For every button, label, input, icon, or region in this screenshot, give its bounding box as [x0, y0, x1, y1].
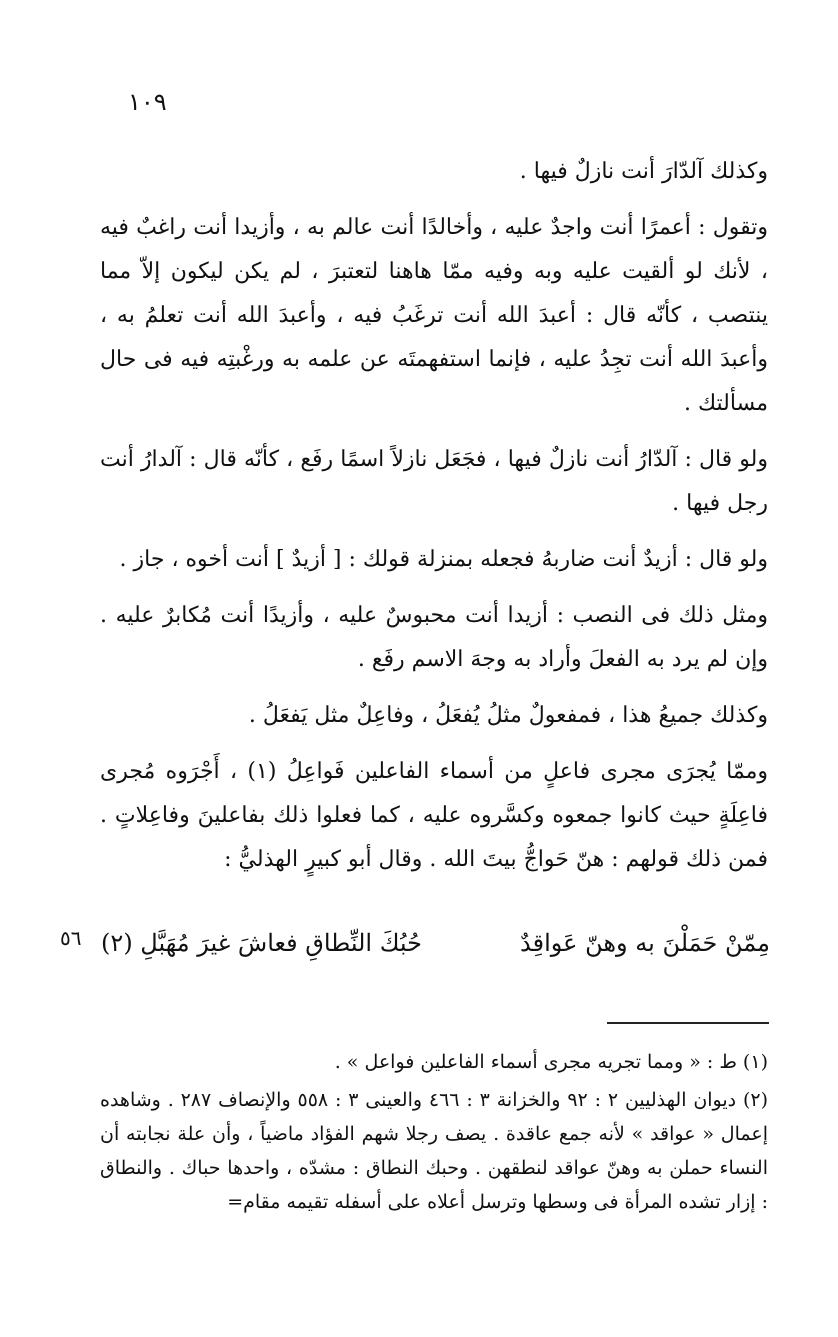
paragraph-5: ومثل ذلك فى النصب : أزيدا أنت محبوسٌ عليه ، وأزيدًا أنت مُكابرٌ عليه . وإن لم يرد به الفعلَ وأراد به وجهَ الاسم رفَع .	[100, 603, 768, 672]
footnote-2: (٢) ديوان الهذليين ٢ : ٩٢ والخزانة ٣ : ٤٦٦ والعينى ٣ : ٥٥٨ والإنصاف ٢٨٧ . وشاهده إعمال « عواقد » لأنه جمع عاقدة . يصف رجلا شهم الفؤاد ماضياً ، وأن علة نجابته أن النساء حملن به وهنّ عواقد لنطقهن . وحبك النطاق : مشدّه ، واحدها حباك . والنطاق : إزار تشده المرأة فى وسطها وترسل أعلاه على أسفله تقيمه مقام=	[100, 1089, 769, 1213]
paragraph-6: وكذلك جميعُ هذا ، فمفعولٌ مثلُ يُفعَلُ ، وفاعِلٌ مثل يَفعَلُ .	[248, 703, 768, 728]
poetry-verse	[60, 920, 770, 966]
paragraph-2: وتقول : أعمرًا أنت واجدٌ عليه ، وأخالدًا أنت عالم به ، وأزيدا أنت راغبٌ فيه ، لأنك لو ألقيت عليه وبه وفيه ممّا هاهنا لتعتبرَ ، لم يكن ليكون إلاّ مما ينتصب ، كأنّه قال : أعبدَ الله أنت ترغَبُ فيه ، وأعبدَ الله أنت تعلمُ به ، وأعبدَ الله أنت تجِدُ عليه ، فإنما استفهمتَه عن علمه به ورغْبتِه فيه فى حال مسألتك .	[100, 215, 768, 416]
paragraph-4: ولو قال : أزيدٌ أنت ضاربهُ فجعله بمنزلة قولك : [ أزيدٌ ] أنت أخوه ، جاز .	[119, 547, 768, 572]
paragraph-3: ولو قال : آلدّارُ أنت نازلٌ فيها ، فجَعَل نازلاً اسمًا رفَع ، كأنّه قال : آلدارُ أنت رجل فيها .	[100, 447, 768, 516]
verse-hemistich-2: حُبُكَ النِّطاقِ فعاشَ غيرَ مُهَبَّلِ (٢)	[101, 929, 422, 957]
footnotes	[100, 1045, 768, 1223]
verse-number: ٥٦	[60, 926, 82, 950]
main-text	[100, 150, 768, 894]
page-number: ١٠٩	[128, 88, 167, 116]
footnote-divider	[607, 1022, 769, 1024]
footnote-1: (١) ط : « ومما تجريه مجرى أسماء الفاعلين فواعل » .	[334, 1051, 768, 1073]
verse-hemistich-1: مِمّنْ حَمَلْنَ به وهنّ عَواقِدٌ	[520, 929, 770, 957]
paragraph-7: وممّا يُجرَى مجرى فاعلٍ من أسماء الفاعلين فَواعِلُ (١) ، أَجْرَوه مُجرى فاعِلَةٍ حيث كانوا جمعوه وكسَّروه عليه ، كما فعلوا ذلك بفاعلينَ وفاعِلاتٍ . فمن ذلك قولهم : هنّ حَواجُّ بيتَ الله . وقال أبو كبيرٍ الهذليُّ :	[100, 759, 768, 872]
paragraph-1: وكذلك آلدّارَ أنت نازلٌ فيها .	[519, 159, 768, 184]
